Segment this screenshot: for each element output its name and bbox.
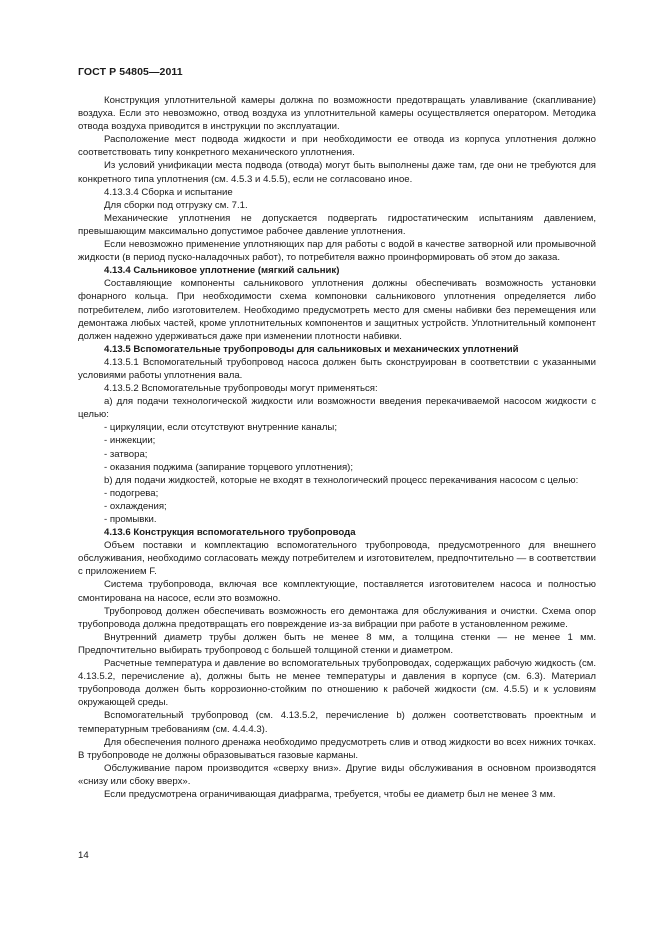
paragraph: Система трубопровода, включая все комплектующие, поставляется изготовителем насоса и полностью смонтирована на насосе, если это возможно. bbox=[78, 579, 596, 604]
paragraph: 4.13.3.4 Сборка и испытание bbox=[104, 186, 233, 198]
section-heading: 4.13.5 Вспомогательные трубопроводы для сальниковых и механических уплотнений bbox=[104, 343, 519, 355]
page-number: 14 bbox=[78, 850, 89, 861]
document-header: ГОСТ Р 54805—2011 bbox=[78, 66, 183, 78]
paragraph: Обслуживание паром производится «сверху вниз». Другие виды обслуживания в основном производятся «снизу или сбоку вверх». bbox=[78, 762, 596, 787]
paragraph: Для сборки под отгрузку см. 7.1. bbox=[104, 199, 248, 211]
paragraph: 4.13.5.1 Вспомогательный трубопровод насоса должен быть сконструирован в соответствии с указанными условиями работы уплотнения вала. bbox=[78, 356, 596, 381]
document-body bbox=[78, 94, 596, 801]
paragraph: Составляющие компоненты сальникового уплотнения должны обеспечивать возможность установки фонарного кольца. При необходимости схема компоновки сальникового уплотнения определяется либо потребителем, либо изготовителем. Необходимо предусмотреть место для смены набивки без перемещения или демонтажа любых частей, кроме уплотнительных компонентов и защитных устройств. Уплотнительный компонент должен надежно удерживаться даже при изменении плотности набивки. bbox=[78, 278, 596, 342]
paragraph: - охлаждения; bbox=[104, 500, 167, 512]
paragraph: - промывки. bbox=[104, 514, 157, 525]
paragraph: - затвора; bbox=[104, 448, 148, 460]
paragraph: Объем поставки и комплектацию вспомогательного трубопровода, предусмотренного для внешнего обслуживания, необходимо согласовать между потребителем и изготовителем, предпочтительно — в соответствии с приложением F. bbox=[78, 540, 596, 578]
paragraph: - инжекции; bbox=[104, 435, 156, 447]
section-heading: 4.13.6 Конструкция вспомогательного трубопровода bbox=[104, 527, 356, 539]
paragraph: Внутренний диаметр трубы должен быть не менее 8 мм, а толщина стенки — не менее 1 мм. Предпочтительно выбирать трубопровод с большей толщиной стенки и диаметром. bbox=[78, 631, 596, 656]
paragraph: Из условий унификации места подвода (отвода) могут быть выполнены даже там, где они не требуются для конкретного типа уплотнения (см. 4.5.3 и 4.5.5), если не согласовано иное. bbox=[78, 160, 596, 185]
paragraph: b) для подачи жидкостей, которые не входят в технологический процесс перекачивания насосом с целью: bbox=[104, 474, 579, 486]
paragraph: - подогрева; bbox=[104, 487, 159, 499]
paragraph: - циркуляции, если отсутствуют внутренние каналы; bbox=[104, 422, 337, 434]
paragraph: Если предусмотрена ограничивающая диафрагма, требуется, чтобы ее диаметр был не менее 3 мм. bbox=[104, 788, 556, 800]
paragraph: 4.13.5.2 Вспомогательные трубопроводы могут применяться: bbox=[104, 383, 378, 395]
paragraph: a) для подачи технологической жидкости или возможности введения перекачиваемой насосом жидкости с целью: bbox=[78, 396, 596, 421]
paragraph: Трубопровод должен обеспечивать возможность его демонтажа для обслуживания и очистки. Схема опор трубопровода должна предотвращать его повреждение из-за вибрации при работе в установленном режиме. bbox=[78, 605, 596, 630]
paragraph: Расчетные температура и давление во вспомогательных трубопроводах, содержащих рабочую жидкость (см. 4.13.5.2, перечисление a), должны быть не менее температуры и давления в корпусе (см. 6.3). Материал трубопровода должен быть коррозионно-стойким по отношению к рабочей жидкости (см. 4.5.5) и к условиям окружающей среды. bbox=[78, 658, 596, 709]
paragraph: Расположение мест подвода жидкости и при необходимости ее отвода из корпуса уплотнения должно соответствовать типу конкретного механического уплотнения. bbox=[78, 134, 596, 159]
paragraph: Механические уплотнения не допускается подвергать гидростатическим испытаниям давлением, превышающим максимально допустимое рабочее давление уплотнения. bbox=[78, 212, 596, 237]
paragraph: Для обеспечения полного дренажа необходимо предусмотреть слив и отвод жидкости во всех нижних точках. В трубопроводе не должны образовываться газовые карманы. bbox=[78, 736, 596, 761]
paragraph: Конструкция уплотнительной камеры должна по возможности предотвращать улавливание (скапливание) воздуха. Если это невозможно, отвод воздуха из уплотнительной камеры осуществляется оператором. Методика отвода воздуха приводится в инструкции по эксплуатации. bbox=[78, 95, 596, 133]
section-heading: 4.13.4 Сальниковое уплотнение (мягкий сальник) bbox=[104, 265, 340, 277]
paragraph: Если невозможно применение уплотняющих пар для работы с водой в качестве затворной или промывочной жидкости (в период пуско-наладочных работ), то потребителя важно проинформировать об этом до заказа. bbox=[78, 239, 596, 264]
paragraph: Вспомогательный трубопровод (см. 4.13.5.2, перечисление b) должен соответствовать проектным и температурным требованиям (см. 4.4.4.3). bbox=[78, 710, 596, 735]
paragraph: - оказания поджима (запирание торцевого уплотнения); bbox=[104, 461, 354, 473]
